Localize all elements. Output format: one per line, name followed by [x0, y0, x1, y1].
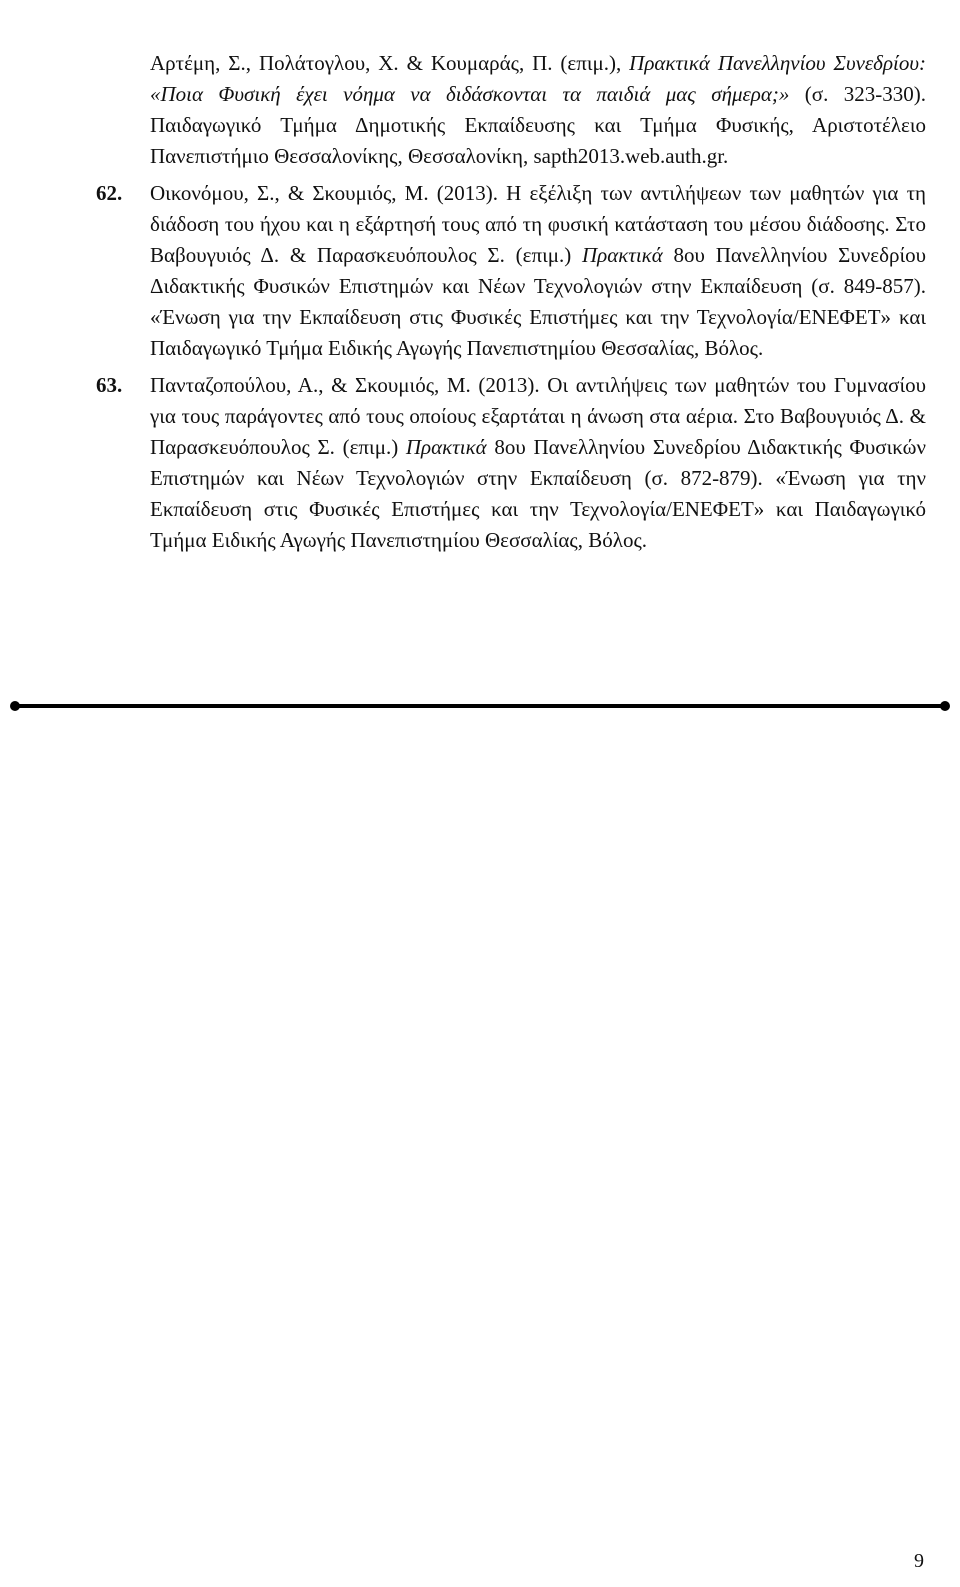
reference-text-segment: Αρτέμη, Σ., Πολάτογλου, Χ. & Κουμαράς, Π. (επιμ.), [150, 51, 630, 75]
section-divider [10, 702, 950, 710]
reference-number: 63. [96, 373, 123, 397]
reference-text-segment: Πανταζοπούλου, Α., & Σκουμιός, Μ. (2013). Οι αντιλήψεις των μαθητών του Γυμνασίου για τους παράγοντες από τους οποίους εξαρτάται η άνωση στα αέρια. Στο Βαβουγυιός Δ. & Παρασκευόπουλος Σ. (επιμ.) [150, 373, 926, 459]
reference-text-segment: (σ. 323-330). Παιδαγωγικό Τμήμα Δημοτικής Εκπαίδευσης και Τμήμα Φυσικής, Αριστοτέλειο Πανεπιστήμιο Θεσσαλονίκης, Θεσσαλονίκη, sapth2013.web.auth.gr. [150, 82, 926, 168]
reference-text-segment: 8ου Πανελληνίου Συνεδρίου Διδακτικής Φυσικών Επιστημών και Νέων Τεχνολογιών στην Εκπαίδευση (σ. 872-879). «Ένωση για την Εκπαίδευση στις Φυσικές Επιστήμες και την Τεχνολογία/ΕΝΕΦΕΤ» και Παιδαγωγικό Τμήμα Ειδικής Αγωγής Πανεπιστημίου Θεσσαλίας, Βόλος. [150, 435, 926, 552]
divider-end-dot-right [940, 701, 950, 711]
reference-text [150, 370, 926, 556]
reference-entry [96, 48, 926, 172]
reference-title-italic: Πρακτικά [581, 243, 663, 267]
reference-text [150, 178, 926, 364]
divider-line [16, 704, 944, 708]
reference-text [150, 48, 926, 172]
reference-number: 62. [96, 181, 123, 205]
reference-entry [96, 178, 926, 364]
reference-title-italic: Πρακτικά [405, 435, 487, 459]
reference-text-segment: 8ου Πανελληνίου Συνεδρίου Διδακτικής Φυσικών Επιστημών και Νέων Τεχνολογιών στην Εκπαίδευση (σ. 849-857). «Ένωση για την Εκπαίδευση στις Φυσικές Επιστήμες και την Τεχνολογία/ΕΝΕΦΕΤ» και Παιδαγωγικό Τμήμα Ειδικής Αγωγής Πανεπιστημίου Θεσσαλίας, Βόλος. [150, 243, 926, 360]
reference-entry [96, 370, 926, 556]
reference-list [96, 48, 926, 556]
page-number: 9 [914, 1550, 924, 1572]
divider-end-dot-left [10, 701, 20, 711]
reference-title-italic: Πρακτικά Πανελληνίου Συνεδρίου: «Ποια Φυσική έχει νόημα να διδάσκονται τα παιδιά μας σήμερα;» [150, 51, 926, 106]
reference-text-segment: Οικονόμου, Σ., & Σκουμιός, Μ. (2013). Η εξέλιξη των αντιλήψεων των μαθητών για τη διάδοση του ήχου και η εξάρτησή τους από τη φυσική κατάσταση του μέσου διάδοσης. Στο Βαβουγυιός Δ. & Παρασκευόπουλος Σ. (επιμ.) [150, 181, 926, 267]
